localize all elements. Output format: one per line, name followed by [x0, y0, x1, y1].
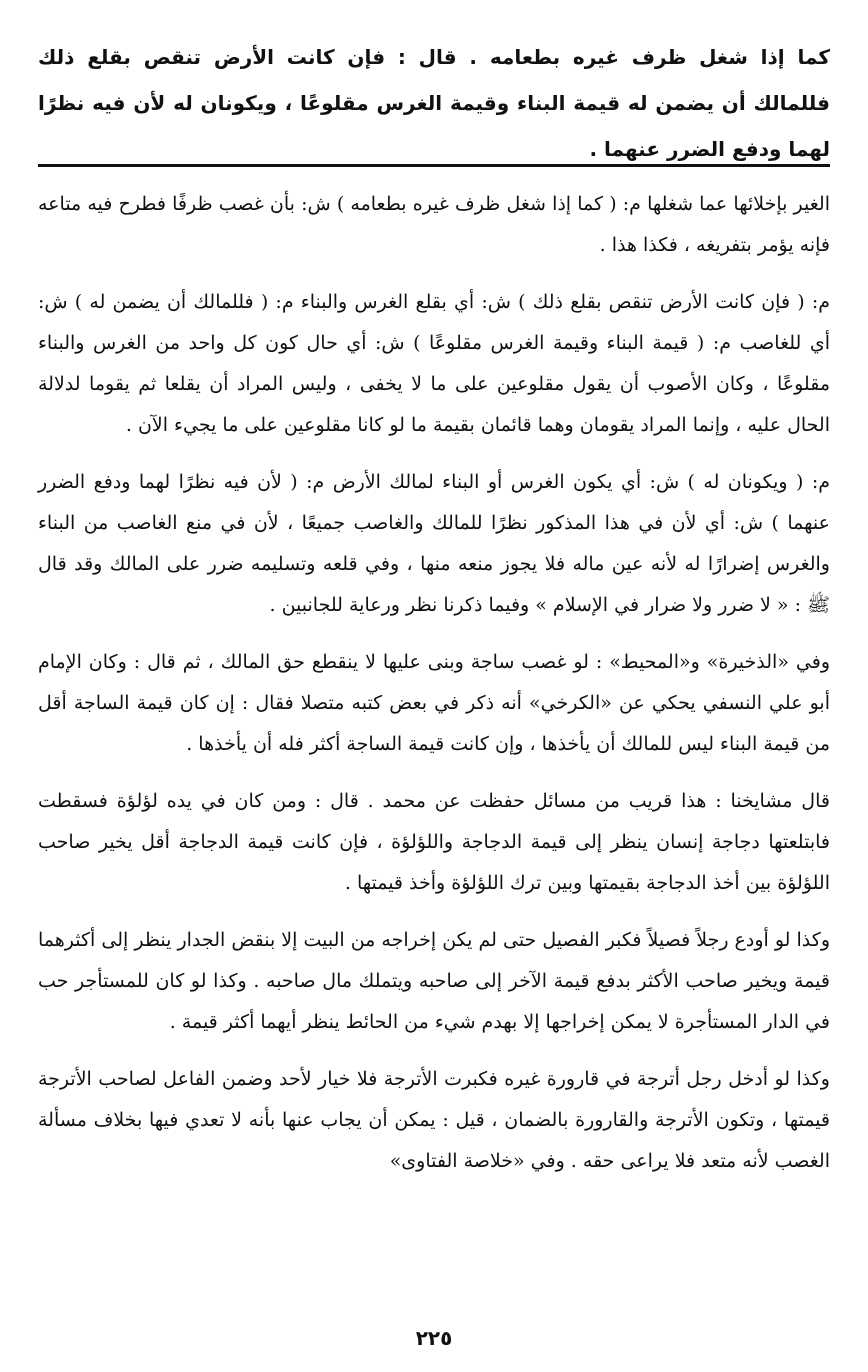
commentary-paragraph: م: ( فإن كانت الأرض تنقص بقلع ذلك ) ش: أي بقلع الغرس والبناء م: ( فللمالك أن يضمن له ) ش: أي للغاصب م: ( قيمة البناء وقيمة الغرس مقلوعًا ) ش: أي حال كون كل واحد من الغرس والبناء مقلوعًا ، وكان الأصوب أن يقول مقلوعين على ما لا يخفى ، وليس المراد أن يقلعا ثم يقوما لدلالة الحال عليه ، وإنما المراد يقومان وهما قائمان بقيمة ما لو كانا مقلوعين على ما يجيء الآن . [38, 291, 830, 436]
commentary-paragraph: الغير بإخلائها عما شغلها م: ( كما إذا شغل ظرف غيره بطعامه ) ش: بأن غصب ظرفًا فطرح فيه متاعه فإنه يؤمر بتفريغه ، فكذا هذا . [38, 193, 830, 256]
commentary-paragraph: م: ( ويكونان له ) ش: أي يكون الغرس أو البناء لمالك الأرض م: ( لأن فيه نظرًا لهما ودفع الضرر عنهما ) ش: أي لأن في هذا المذكور نظرًا للمالك والغاصب جميعًا ، لأن في منع الغاصب من البناء والغرس إضرارًا له لأنه عين ماله فلا يجوز منعه منها ، وفي قلعه وتسليمه ضرر على المالك وقد قال ﷺ : « لا ضرر ولا ضرار في الإسلام » وفيما ذكرنا نظر ورعاية للجانبين . [38, 471, 830, 616]
book-page [38, 34, 830, 1350]
matn-text: كما إذا شغل ظرف غيره بطعامه . قال : فإن كانت الأرض تنقص بقلع ذلك فللمالك أن يضمن له قيمة البناء وقيمة الغرس مقلوعًا ، ويكونان له لأن فيه نظرًا لهما ودفع الضرر عنهما . [38, 45, 830, 161]
page-number: ٢٢٥ [415, 1326, 453, 1350]
commentary-paragraph: قال مشايخنا : هذا قريب من مسائل حفظت عن محمد . قال : ومن كان في يده لؤلؤة فسقطت فابتلعتها دجاجة إنسان ينظر إلى قيمة الدجاجة واللؤلؤة ، فإن كانت قيمة الدجاجة أقل يخير صاحب اللؤلؤة بين أخذ الدجاجة بقيمتها وبين ترك اللؤلؤة وأخذ قيمتها . [38, 790, 830, 894]
commentary-paragraph: وفي «الذخيرة» و«المحيط» : لو غصب ساجة وبنى عليها لا ينقطع حق المالك ، ثم قال : وكان الإمام أبو علي النسفي يحكي عن «الكرخي» أنه ذكر في بعض كتبه متصلا فقال : إن كان قيمة الساجة أقل من قيمة البناء ليس للمالك أن يأخذها ، وإن كانت قيمة الساجة أكثر فله أن يأخذها . [38, 651, 830, 755]
commentary-paragraph: وكذا لو أدخل رجل أترجة في قارورة غيره فكبرت الأترجة فلا خيار لأحد وضمن الفاعل لصاحب الأترجة قيمتها ، وتكون الأترجة والقارورة بالضمان ، قيل : يمكن أن يجاب عنها بأنه لا تعدي فيها بخلاف مسألة الغصب لأنه متعد فلا يراعى حقه . وفي «خلاصة الفتاوى» [38, 1068, 830, 1172]
commentary [38, 184, 830, 1198]
separator-rule [38, 164, 830, 167]
commentary-paragraph: وكذا لو أودع رجلاً فصيلاً فكبر الفصيل حتى لم يكن إخراجه من البيت إلا بنقض الجدار ينظر إلى أكثرهما قيمة ويخير صاحب الأكثر بدفع قيمة الآخر إلى صاحبه ويتملك مال صاحبه . وكذا لو كان للمستأجر حب في الدار المستأجرة لا يمكن إخراجها إلا بهدم شيء من الحائط ينظر أيهما أكثر قيمة . [38, 929, 830, 1033]
